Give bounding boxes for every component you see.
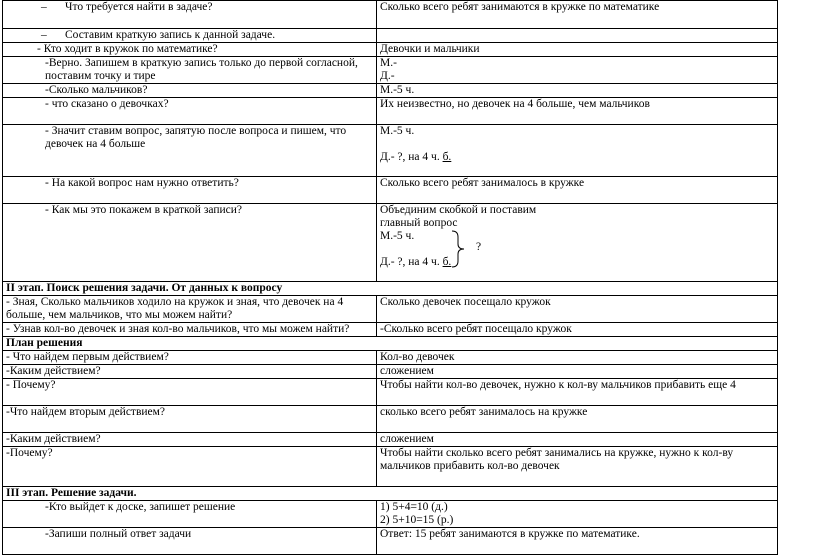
main-question-mark: ? (476, 241, 482, 253)
answer-text: сложением (377, 433, 778, 447)
table-row (3, 1, 778, 29)
table-row (3, 296, 778, 323)
table-row (3, 57, 778, 84)
curly-brace-icon (450, 230, 474, 268)
answer-text: Чтобы найти сколько всего ребят занимались на кружке, нужно к кол-ву мальчиков прибавить кол-во девочек (377, 447, 778, 487)
answer-text: Сколько всего ребят занимаются в кружке по математике (377, 1, 778, 29)
question-text: -Каким действием? (3, 365, 377, 379)
table-row (3, 43, 778, 57)
question-text: - Узнав кол-во девочек и зная кол-во мальчиков, что мы можем найти? (3, 323, 377, 337)
answer-text: Сколько девочек посещало кружок (377, 296, 778, 323)
answer-text: Их неизвестно, но девочек на 4 больше, чем мальчиков (377, 98, 778, 125)
question-text: Что требуется найти в задаче? (65, 1, 213, 13)
question-text: - что сказано о девочках? (3, 98, 377, 125)
question-text: - Значит ставим вопрос, запятую после вопроса и пишем, что девочек на 4 больше (3, 125, 377, 177)
question-text: - На какой вопрос нам нужно ответить? (3, 177, 377, 204)
answer-line: Д.- (380, 70, 395, 82)
answer-text: -Сколько всего ребят посещало кружок (377, 323, 778, 337)
table-row (3, 84, 778, 98)
section-header (3, 487, 778, 501)
answer-line: М.-5 ч. (380, 230, 415, 242)
section-header (3, 282, 778, 296)
question-text: -Почему? (3, 447, 377, 487)
answer-text: М.-5 ч. (377, 84, 778, 98)
answer-line: Объединим скобкой и поставим главный вопрос (380, 204, 537, 229)
table-row (3, 204, 778, 282)
short-record (380, 230, 774, 269)
section-title: III этап. Решение задачи. (3, 487, 778, 501)
question-text: -Запиши полный ответ задачи (3, 528, 377, 555)
question-text: -Сколько мальчиков? (3, 84, 377, 98)
answer-line: М.- (380, 57, 397, 69)
answer-text: сколько всего ребят занималось на кружке (377, 406, 778, 433)
question-text: -Верно. Запишем в краткую запись только до первой согласной, поставим точку и тире (3, 57, 377, 84)
answer-line: Д.- ?, на 4 ч. б. (380, 151, 452, 163)
question-text: -Что найдем вторым действием? (3, 406, 377, 433)
answer-text (377, 29, 778, 43)
table-row (3, 501, 778, 528)
answer-line: Д.- ?, на 4 ч. б. (380, 256, 452, 268)
question-text: - Кто ходит в кружок по математике? (3, 43, 377, 57)
table-row (3, 406, 778, 433)
table-row (3, 177, 778, 204)
question-text: - Как мы это покажем в краткой записи? (3, 204, 377, 282)
table-row (3, 351, 778, 365)
table-row (3, 125, 778, 177)
table-row (3, 379, 778, 406)
table-row (3, 447, 778, 487)
answer-text: Чтобы найти кол-во девочек, нужно к кол-ву мальчиков прибавить еще 4 (377, 379, 778, 406)
table-row (3, 323, 778, 337)
question-text: -Каким действием? (3, 433, 377, 447)
answer-text: Кол-во девочек (377, 351, 778, 365)
answer-text: сложением (377, 365, 778, 379)
section-title: План решения (3, 337, 778, 351)
table-row (3, 98, 778, 125)
answer-text: Девочки и мальчики (377, 43, 778, 57)
answer-text: Ответ: 15 ребят занимаются в кружке по математике. (377, 528, 778, 555)
question-text: - Почему? (3, 379, 377, 406)
dash-marker: – (41, 1, 47, 13)
question-text: - Зная, Сколько мальчиков ходило на кружок и зная, что девочек на 4 больше, чем мальчиков, что мы можем найти? (3, 296, 377, 323)
table-row (3, 365, 778, 379)
answer-line: 2) 5+10=15 (р.) (380, 514, 454, 526)
section-title: II этап. Поиск решения задачи. От данных к вопросу (3, 282, 778, 296)
dash-marker: – (41, 29, 47, 41)
question-text: Составим краткую запись к данной задаче. (65, 29, 276, 41)
section-header (3, 337, 778, 351)
answer-text: Сколько всего ребят занималось в кружке (377, 177, 778, 204)
lesson-table (2, 0, 778, 555)
answer-line: 1) 5+4=10 (д.) (380, 501, 448, 513)
table-row (3, 433, 778, 447)
table-row (3, 29, 778, 43)
question-text: -Кто выйдет к доске, запишет решение (3, 501, 377, 528)
question-text: - Что найдем первым действием? (3, 351, 377, 365)
table-row (3, 528, 778, 555)
answer-line: М.-5 ч. (380, 125, 415, 137)
